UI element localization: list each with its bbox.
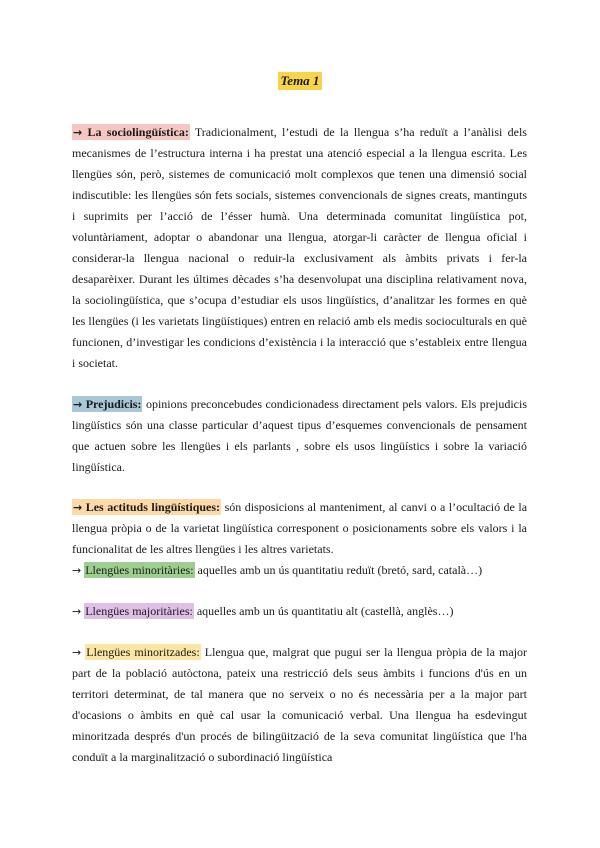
- section-text: són disposicions al manteniment, al canvi o a l’ocultació de la llengua pròpia o de la varietat lingüística corresponent o posicionaments sobre els valors i la funcionalitat de les altres llengües i les altres varietats.: [72, 500, 528, 556]
- term-label: Les actituds lingüístiques:: [85, 500, 221, 514]
- arrow-icon: →: [72, 646, 82, 659]
- section-minoritzades: [72, 642, 527, 768]
- term-highlight: [72, 124, 190, 140]
- term-label: La sociolingüística:: [87, 125, 189, 139]
- section-text: aquelles amb un ús quantitatiu alt (castellà, anglès…): [196, 604, 454, 618]
- arrow-icon: →: [73, 398, 83, 411]
- term-label: Prejudicis:: [85, 397, 142, 411]
- document-title: Tema 1: [278, 72, 323, 90]
- section-actituds: [72, 497, 527, 560]
- arrow-icon: →: [73, 501, 83, 514]
- title-container: [0, 72, 600, 90]
- term-highlight: [72, 396, 142, 412]
- section-sociolinguistica: [72, 122, 527, 374]
- term-label: Llengües minoritzades:: [86, 645, 200, 659]
- section-prejudicis: [72, 394, 527, 478]
- section-text: opinions preconcebudes condicionadess directament pels valors. Els prejudicis lingüístics són una classe particular d’aquest tipus d’esquemes convencionals de pensament que actuen sobre les llengües i els parlants , sobre els usos lingüístics i sobre la variació lingüística.: [72, 397, 528, 474]
- section-text: Tradicionalment, l’estudi de la llengua s’ha reduït a l’anàlisi dels mecanismes de l’estructura interna i ha prestat una atenció especial a la llengua escrita. Les llengües són, però, sistemes de comunicació molt complexos que tenen una dimensió social indiscutible: les llengües són fets socials, sistemes convencionals de signes creats, mantinguts i suprimits per l’acció de l’ésser humà. Una determinada comunitat lingüística pot, voluntàriament, adoptar o abandonar una llengua, atorgar-li caràcter de llengua oficial i considerar-la llengua nacional o reduir-la exclusivament als àmbits privats i fer-la desaparèixer. Durant les últimes dècades s’ha desenvolupat una disciplina relativament nova, la sociolingüística, que s’ocupa d’estudiar els usos lingüístics, d’analitzar les formes en què les llengües (i les varietats lingüístiques) entren en relació amb els medis socioculturals en què funcionen, d’investigar les condicions d’existència i la interacció que s’estableix entre llengua i societat.: [72, 125, 527, 370]
- arrow-icon: →: [73, 126, 83, 139]
- section-text: Llengua que, malgrat que pugui ser la llengua pròpia de la major part de la població autòctona, pateix una restricció dels seus àmbits i funcions d'ús en un territori determinat, de tal manera que no serveix o no és necessària per a la major part d'ocasions o àmbits en què cal usar la comunicació verbal. Una llengua ha esdevingut minoritzada després d'un procés de bilingüització de la seva comunitat lingüística que l'ha conduït a la marginalització o subordinació lingüística: [72, 645, 528, 764]
- term-highlight: [72, 499, 221, 515]
- section-majoritaries: [72, 601, 527, 622]
- section-text: aquelles amb un ús quantitatiu reduït (bretó, sard, català…): [197, 563, 483, 577]
- term-label: Llengües majoritàries:: [85, 604, 193, 618]
- section-minoritaries: [72, 560, 527, 581]
- term-label: Llengües minoritàries:: [85, 563, 194, 577]
- arrow-icon: →: [72, 605, 82, 618]
- arrow-icon: →: [72, 564, 82, 577]
